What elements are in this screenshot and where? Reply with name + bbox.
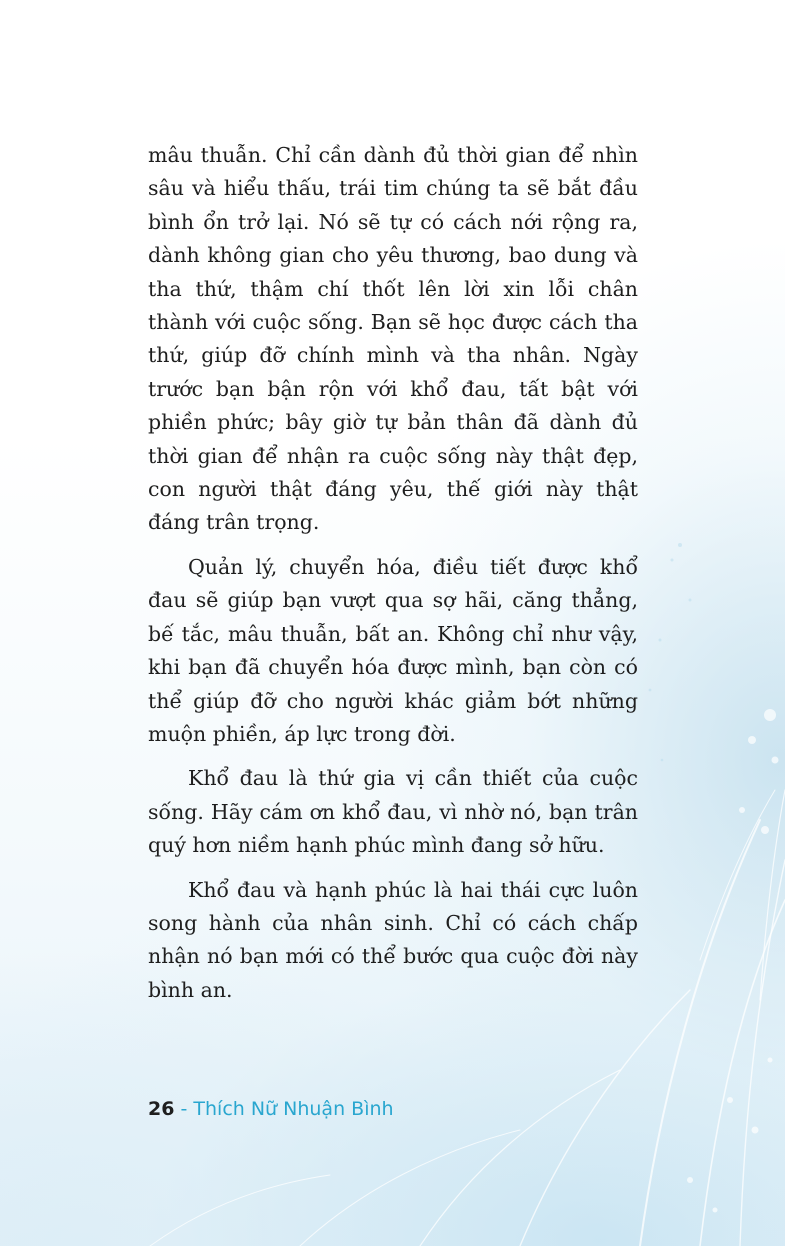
page-footer (148, 1096, 394, 1122)
page-number: 26 (148, 1098, 175, 1120)
paragraph-3: Khổ đau là thứ gia vị cần thiết của cuộc sống. Hãy cám ơn khổ đau, vì nhờ nó, bạn trân quý hơn niềm hạnh phúc mình đang sở hữu. (148, 766, 638, 858)
paragraph-4: Khổ đau và hạnh phúc là hai thái cực luôn song hành của nhân sinh. Chỉ có cách chấp nhận nó bạn mới có thể bước qua cuộc đời này bình an. (148, 877, 638, 1002)
paragraph-1: mâu thuẫn. Chỉ cần dành đủ thời gian để nhìn sâu và hiểu thấu, trái tim chúng ta sẽ bắt đầu bình ổn trở lại. Nó sẽ tự có cách nới rộng ra, dành không gian cho yêu thương, bao dung và tha thứ, thậm chí thốt lên lời xin lỗi chân thành với cuộc sống. Bạn sẽ học được cách tha thứ, giúp đỡ chính mình và tha nhân. Ngày trước bạn bận rộn với khổ đau, tất bật với phiền phức; bây giờ tự bản thân đã dành đủ thời gian để nhận ra cuộc sống này thật đẹp, con người thật đáng yêu, thế giới này thật đáng trân trọng. (148, 143, 638, 535)
body-text (148, 139, 638, 1018)
paragraph-2: Quản lý, chuyển hóa, điều tiết được khổ đau sẽ giúp bạn vượt qua sợ hãi, căng thẳng, bế tắc, mâu thuẫn, bất an. Không chỉ như vậy, khi bạn đã chuyển hóa được mình, bạn còn có thể giúp đỡ cho người khác giảm bớt những muộn phiền, áp lực trong đời. (148, 554, 638, 746)
running-head-author: - Thích Nữ Nhuận Bình (174, 1098, 394, 1120)
